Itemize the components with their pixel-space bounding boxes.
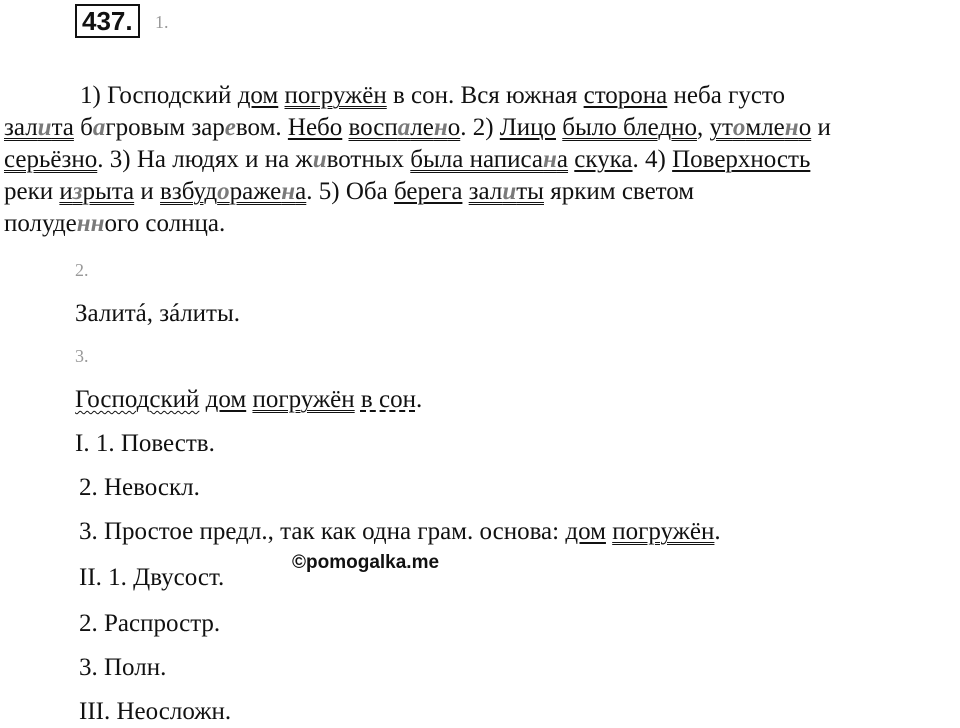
predicate-word: изрыта (59, 178, 135, 205)
adverbial-phrase: в сон (360, 386, 416, 413)
predicate-word: взбудоражена (160, 178, 307, 205)
analyzed-sentence: Господский дом погружён в сон. (75, 386, 423, 413)
predicate-word: погружён (284, 82, 387, 109)
text1-line-4: реки изрыта и взбудоражена. 5) Оба берега залиты ярким светом (4, 178, 695, 205)
analysis-item-4: II. 1. Двусост. (79, 564, 225, 591)
analysis-item-5: 2. Распростр. (79, 610, 221, 637)
predicate-word: погружён (612, 518, 715, 545)
predicate-word: залита (4, 114, 74, 141)
subject-word: дом (205, 386, 247, 413)
subject-word: Лицо (499, 114, 557, 141)
analysis-item-1: I. 1. Повеств. (75, 430, 215, 457)
watermark: ©pomogalka.me (292, 552, 440, 573)
text1-line-1: 1) Господский дом погружён в сон. Вся южная сторона неба густо (80, 82, 786, 109)
predicate-word: было бледно (562, 114, 697, 141)
subject-word: Небо (287, 114, 343, 141)
exercise-number: 437. (75, 4, 140, 38)
subject-word: берега (393, 178, 463, 205)
predicate-word: воспалено (348, 114, 461, 141)
subject-word: скука (574, 146, 633, 173)
predicate-word: погружён (252, 386, 355, 413)
subject-word: дом (565, 518, 606, 545)
text1-line-3: серьёзно. 3) На людях и на животных была написана скука. 4) Поверхность (4, 146, 811, 173)
predicate-word: залиты (468, 178, 544, 205)
analysis-item-7: III. Неосложн. (79, 698, 232, 725)
attribute-word: Господский (75, 386, 200, 413)
task-label-1: 1. (155, 12, 169, 32)
subject-word: дом (237, 82, 279, 109)
task-label-3: 3. (75, 346, 89, 366)
predicate-word: была написана (410, 146, 569, 173)
subject-word: сторона (583, 82, 668, 109)
analysis-item-3: 3. Простое предл., так как одна грам. основа: дом погружён. (79, 518, 721, 545)
predicate-word: утомлено (709, 114, 812, 141)
task-label-2: 2. (75, 260, 89, 280)
text2-stress: Залитá, зáлиты. (75, 300, 241, 327)
predicate-word: серьёзно (4, 146, 98, 173)
text1-line-2: залита багровым заревом. Небо воспалено. 2) Лицо было бледно, утомлено и (4, 114, 831, 141)
subject-word: Поверхность (672, 146, 811, 173)
analysis-item-6: 3. Полн. (79, 654, 167, 681)
analysis-item-2: 2. Невоскл. (79, 474, 200, 501)
text1-line-5: полуденного солнца. (4, 210, 226, 237)
